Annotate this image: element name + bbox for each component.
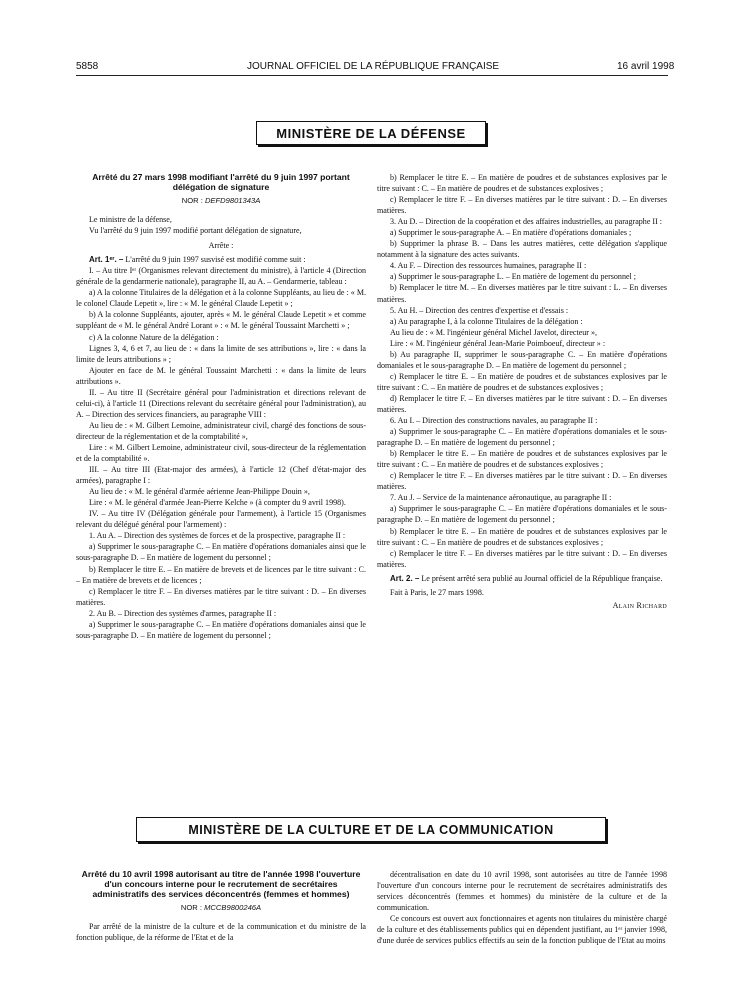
paragraph: a) Supprimer le sous-paragraphe C. – En matière d'opérations domaniales ainsi que le sous-paragraphe D. – En matière de logement du personnel ; [76,542,366,563]
done-at: Fait à Paris, le 27 mars 1998. [390,587,484,597]
journal-title: JOURNAL OFFICIEL DE LA RÉPUBLIQUE FRANÇAISE [247,61,500,72]
ministry-heading-culture: MINISTÈRE DE LA CULTURE ET DE LA COMMUNICATION [136,817,606,842]
paragraph: c) Remplacer le titre F. – En diverses matières par le titre suivant : D. – En diverses matières. [377,548,667,569]
paragraph: 3. Au D. – Direction de la coopération et des affaires industrielles, au paragraphe II : [390,217,663,227]
paragraph: a) Supprimer le sous-paragraphe C. – En matière d'opérations domaniales et le sous-paragraphe D. – En matière de logement du personnel ; [377,504,667,525]
paragraph: III. – Au titre III (Etat-major des armées), à l'article 12 (Chef d'état-major des armées), paragraphe I : [76,465,366,486]
article-1-text: L'arrêté du 9 juin 1997 susvisé est modifié comme suit : [125,255,306,265]
paragraph: b) Remplacer le titre M. – En diverses matières par le titre suivant : L. – En diverses matières. [377,283,667,304]
paragraph: a) Supprimer le sous-paragraphe L. – En matière de logement du personnel ; [390,272,637,282]
nor-label: NOR : [181,196,203,205]
culture-right-column [377,869,667,946]
nor-code: DEFD9801343A [204,196,261,205]
paragraph: b) Remplacer le titre E. – En matière de poudres et de substances explosives par le titre suivant : C. – En matière de poudres et de substances explosives ; [377,449,667,470]
paragraph: c) Remplacer le titre E. – En matière de poudres et de substances explosives par le titre suivant : C. – En matière de poudres et de substances explosives ; [377,371,667,392]
paragraph: IV. – Au titre IV (Délégation générale pour l'armement), à l'article 15 (Organismes relevant du délégué général pour l'armement) : [76,509,366,530]
article-1-label: Art. 1ᵉʳ. – [89,255,124,265]
page-number: 5858 [76,61,99,72]
arrete-title-defense: Arrêté du 27 mars 1998 modifiant l'arrêté du 9 juin 1997 portant délégation de signature [92,172,350,192]
paragraph: c) Remplacer le titre F. – En diverses matières par le titre suivant : D. – En diverses matières. [377,195,667,216]
article-2-text: Le présent arrêté sera publié au Journal officiel de la République française. [421,573,663,583]
paragraph: Par arrêté de la ministre de la culture et de la communication et du ministre de la fonction publique, de la réforme de l'Etat et de la [76,922,366,943]
paragraph: 5. Au H. – Direction des centres d'expertise et d'essais : [390,305,569,315]
paragraph: Au lieu de : « M. l'ingénieur général Michel Javelot, directeur », [390,327,598,337]
paragraph: b) Remplacer le titre E. – En matière de brevets et de licences par le titre suivant : C. – En matière de brevets et de licences ; [76,564,366,585]
culture-left-column [76,869,366,943]
paragraph: 2. Au B. – Direction des systèmes d'armes, paragraphe II : [89,608,277,618]
paragraph: a) Supprimer le sous-paragraphe C. – En matière d'opérations domaniales ainsi que le sous-paragraphe D. – En matière de logement du personnel ; [76,619,366,640]
paragraph: a) A la colonne Titulaires de la délégation et à la colonne Suppléants, au lieu de : « M. le colonel Claude Lepetit », lire : « M. le général Claude Lepetit » ; [76,288,366,309]
paragraph: Lire : « M. le général d'armée Jean-Pierre Kelche » (à compter du 9 avril 1998). [89,498,346,508]
issue-date: 16 avril 1998 [617,61,675,72]
header-rule [76,75,668,76]
nor-label: NOR : [180,903,202,912]
paragraph: c) Remplacer le titre F. – En diverses matières par le titre suivant : D. – En diverses matières. [76,586,366,607]
article-1 [76,254,366,265]
paragraph: II. – Au titre II (Secrétaire général pour l'administration et directions relevant de celui-ci), à l'article 11 (Directions relevant du secrétaire général pour l'administration), au A. – Direction des services financiers, au paragraphe VIII : [76,387,366,419]
defense-left-column [76,172,366,641]
arrete-title-culture: Arrêté du 10 avril 1998 autorisant au titre de l'année 1998 l'ouverture d'un concours interne pour le recrutement de secrétaires administratifs des services déconcentrés (femmes et hommes) [81,869,361,899]
signature: Alain Richard [612,600,667,610]
paragraph: b) Au paragraphe II, supprimer le sous-paragraphe C. – En matière d'opérations domaniales et le sous-paragraphe D. – En matière de logement du personnel ; [377,349,667,370]
paragraph: Le ministre de la défense, [89,215,172,225]
paragraph: c) A la colonne Nature de la délégation : [89,332,219,342]
defense-right-column [377,172,667,611]
paragraph: Lignes 3, 4, 6 et 7, au lieu de : « dans la limite de ses attributions », lire : « dans la limite de leurs attributions » ; [76,343,366,364]
paragraph: Lire : « M. Gilbert Lemoine, administrateur civil, sous-directeur de la réglementation et de la comptabilité ». [76,442,366,464]
paragraph: b) A la colonne Suppléants, ajouter, après « M. le général Claude Lepetit » et comme suppléant de « M. le général André Lorant » : « M. le général Toussaint Marchetti » ; [76,310,366,331]
paragraph: I. – Au titre Iᵉʳ (Organismes relevant directement du ministre), à l'article 4 (Direction générale de la gendarmerie nationale), paragraphe II, au A. – Gendarmerie, tableau : [76,266,366,287]
paragraph: 1. Au A. – Direction des systèmes de forces et de la prospective, paragraphe II : [89,531,346,541]
nor-reference [76,195,366,206]
paragraph: décentralisation en date du 10 avril 1998, sont autorisées au titre de l'année 1998 l'ouverture d'un concours interne pour le recrutement de secrétaires administratifs des services déconcentrés (femmes et hommes) du ministère de la culture et de la communication. [377,870,667,913]
paragraph: b) Remplacer le titre E. – En matière de poudres et de substances explosives par le titre suivant : C. – En matière de poudres et de substances explosives ; [377,173,667,194]
paragraph: Ce concours est ouvert aux fonctionnaires et agents non titulaires du ministère chargé de la culture et des établissements publics qui en dépendent justifiant, au 1ᵉʳ janvier 1998, d'une durée de services publics effectifs au sein de la fonction publique de l'Etat au moins [377,914,667,946]
paragraph: b) Supprimer la phrase B. – Dans les autres matières, cette délégation s'applique notamment à la signature des actes suivants. [377,239,667,260]
article-2 [377,573,667,584]
paragraph: a) Supprimer le sous-paragraphe C. – En matière d'opérations domaniales et le sous-paragraphe D. – En matière de logement du personnel ; [377,427,667,448]
paragraph: Ajouter en face de M. le général Toussaint Marchetti : « dans la limite de leurs attributions ». [76,365,366,386]
nor-reference [76,902,366,913]
paragraph: 4. Au F. – Direction des ressources humaines, paragraphe II : [390,261,587,271]
paragraph: c) Remplacer le titre F. – En diverses matières par le titre suivant : D. – En diverses matières. [377,471,667,492]
paragraph: Au lieu de : « M. Gilbert Lemoine, administrateur civil, chargé des fonctions de sous-directeur de la réglementation et de la comptabilité », [76,420,366,441]
paragraph: a) Au paragraphe I, à la colonne Titulaires de la délégation : [390,316,583,326]
article-2-label: Art. 2. – [390,573,420,583]
paragraph: d) Remplacer le titre F. – En diverses matières par le titre suivant : D. – En diverses matières. [377,393,667,414]
paragraph: a) Supprimer le sous-paragraphe A. – En matière d'opérations domaniales ; [390,228,632,238]
paragraph: b) Remplacer le titre E. – En matière de poudres et de substances explosives par le titre suivant : C. – En matière de poudres et de substances explosives ; [377,526,667,547]
arrete-keyword: Arrête : [208,241,234,251]
nor-code: MCCB9800246A [204,903,262,912]
paragraph: 6. Au I. – Direction des constructions navales, au paragraphe II : [390,416,598,426]
paragraph: Vu l'arrêté du 9 juin 1997 modifié portant délégation de signature, [89,226,302,236]
paragraph: Lire : « M. l'ingénieur général Jean-Marie Poimboeuf, directeur » : [390,338,606,348]
paragraph: 7. Au J. – Service de la maintenance aéronautique, au paragraphe II : [390,493,612,503]
paragraph: Au lieu de : « M. le général d'armée aérienne Jean-Philippe Douin », [89,487,310,497]
ministry-heading-defense: MINISTÈRE DE LA DÉFENSE [256,121,486,145]
